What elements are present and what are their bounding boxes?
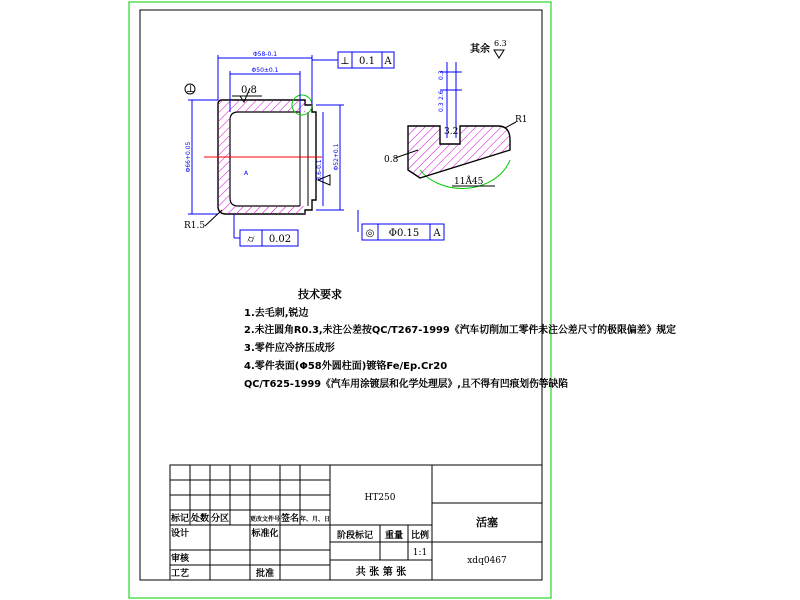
approve-label: 批准 — [255, 569, 275, 579]
tech-req-item-1: 1.去毛刺,锐边 — [244, 308, 309, 319]
svg-text:0.02: 0.02 — [268, 234, 292, 245]
svg-text:A: A — [433, 228, 441, 239]
svg-text:2.6: 2.6 — [438, 90, 445, 100]
svg-text:A: A — [384, 56, 392, 67]
rev-header-mark: 标记 — [170, 514, 190, 524]
process-label: 工艺 — [170, 569, 190, 579]
sheets-label: 共 张 第 张 — [355, 567, 407, 578]
detail-roughness-left: 0.8 — [384, 155, 399, 165]
rev-header-count: 处数 — [190, 514, 210, 524]
stage-label: 阶段标记 — [336, 531, 374, 541]
svg-text:0.1: 0.1 — [359, 56, 375, 67]
dim-outer-width: Φ58-0.1 — [252, 51, 278, 58]
dim-inner-width: Φ50±0.1 — [251, 67, 279, 74]
tech-req-title: 技术要求 — [298, 288, 342, 301]
svg-text:◎: ◎ — [365, 228, 375, 239]
svg-text:⊥: ⊥ — [340, 56, 350, 67]
scale-label: 比例 — [410, 531, 430, 541]
rev-header-date: 年、月、日 — [299, 516, 331, 523]
tol-frame-perpendicularity — [312, 52, 394, 68]
tech-req-item-3: 3.零件应冷挤压成形 — [244, 343, 335, 354]
svg-text:0.3: 0.3 — [438, 70, 445, 80]
detail-angle: 11Å45 — [454, 177, 484, 187]
tech-req-item-5: QC/T625-1999《汽车用涂镀层和化学处理层》,且不得有凹痕划伤等缺陷 — [244, 379, 577, 390]
dim-label-a: A — [244, 170, 249, 177]
svg-text:⌭: ⌭ — [247, 234, 255, 245]
part-name: 活塞 — [476, 516, 498, 529]
surface-finish-note — [470, 39, 507, 58]
review-label: 审核 — [170, 554, 190, 564]
detail-view — [384, 62, 528, 188]
material-label: HT250 — [364, 493, 396, 503]
tech-req-item-4: 4.零件表面(Φ58外圆柱面)镀铬Fe/Ep.Cr20 — [244, 361, 448, 372]
tech-req-item-2: 2.未注圆角R0.3,未注公差按QC/T267-1999《汽车切削加工零件未注公差尺寸的极限偏差》规定 — [244, 325, 684, 336]
main-section-view — [184, 51, 444, 246]
drawing-number: xdq0467 — [467, 556, 507, 566]
svg-text:Φ0.15: Φ0.15 — [388, 228, 420, 239]
rev-header-zone: 分区 — [210, 514, 230, 524]
rev-header-sign: 签名 — [280, 514, 300, 524]
weight-label: 重量 — [384, 531, 404, 541]
standardize-label: 标准化 — [251, 529, 279, 539]
svg-text:0.3: 0.3 — [438, 102, 445, 112]
dim-bottom-thickness: 3.6-0.1 — [316, 159, 323, 181]
detail-r-corner: R1 — [515, 115, 528, 125]
dim-corner-radius: R1.5 — [184, 221, 206, 231]
dim-height-left: Φ66+0.05 — [185, 141, 192, 173]
tol-frame-cylindricity — [234, 214, 298, 246]
title-block-text — [170, 493, 507, 579]
dim-wall-roughness: 0.8 — [241, 85, 257, 96]
design-label: 设计 — [170, 529, 190, 539]
tech-requirements — [244, 287, 684, 390]
detail-roughness-top: 3.2 — [444, 127, 459, 137]
svg-text:6.3: 6.3 — [494, 39, 507, 48]
rev-header-file: 更改文件号 — [249, 516, 281, 523]
tol-frame-concentricity — [358, 210, 444, 240]
center-mark-symbol: ⊥ — [186, 84, 196, 95]
svg-text:其余: 其余 — [470, 44, 490, 55]
scale-value: 1:1 — [412, 548, 428, 558]
dim-inner-bore: Φ52+0.1 — [333, 143, 340, 171]
